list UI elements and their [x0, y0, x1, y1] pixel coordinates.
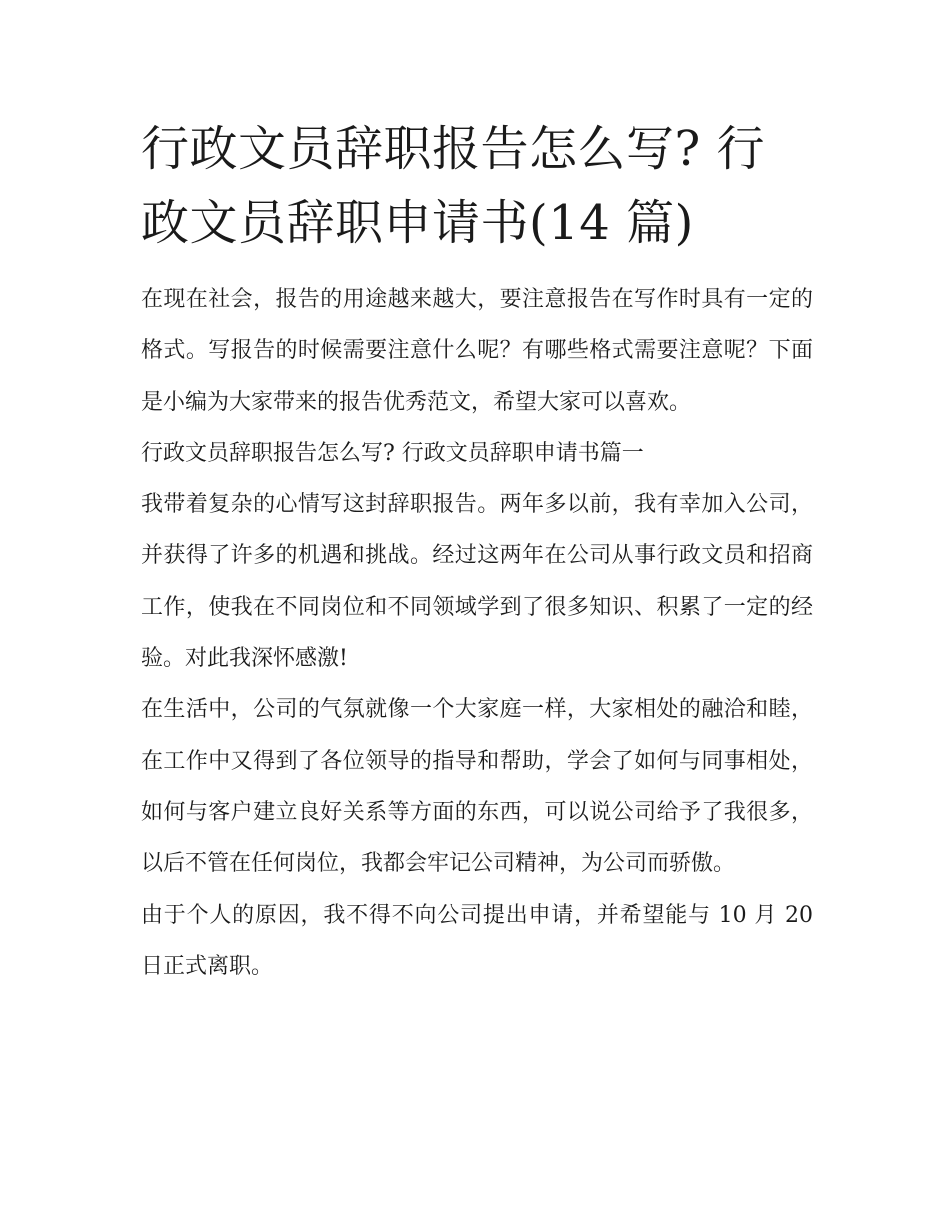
document-page	[141, 112, 813, 992]
body-paragraph-2: 在生活中，公司的气氛就像一个大家庭一样，大家相处的融洽和睦，在工作中又得到了各位领导的指导和帮助，学会了如何与同事相处，如何与客户建立良好关系等方面的东西，可以说公司给予了我很多，以后不管在任何岗位，我都会牢记公司精神，为公司而骄傲。	[141, 697, 813, 877]
body-paragraph-1: 我带着复杂的心情写这封辞职报告。两年多以前，我有幸加入公司，并获得了许多的机遇和挑战。经过这两年在公司从事行政文员和招商工作，使我在不同岗位和不同领域学到了很多知识、积累了一定的经验。对此我深怀感激!	[141, 492, 813, 672]
intro-paragraph: 在现在社会，报告的用途越来越大，要注意报告在写作时具有一定的格式。写报告的时候需要注意什么呢？有哪些格式需要注意呢？下面是小编为大家带来的报告优秀范文，希望大家可以喜欢。	[141, 287, 813, 415]
document-title: 行政文员辞职报告怎么写? 行政文员辞职申请书(14 篇)	[141, 121, 765, 251]
section-heading: 行政文员辞职报告怎么写? 行政文员辞职申请书篇一	[141, 440, 644, 466]
body-paragraph-3: 由于个人的原因，我不得不向公司提出申请，并希望能与 10 月 20 日正式离职。	[141, 902, 813, 979]
